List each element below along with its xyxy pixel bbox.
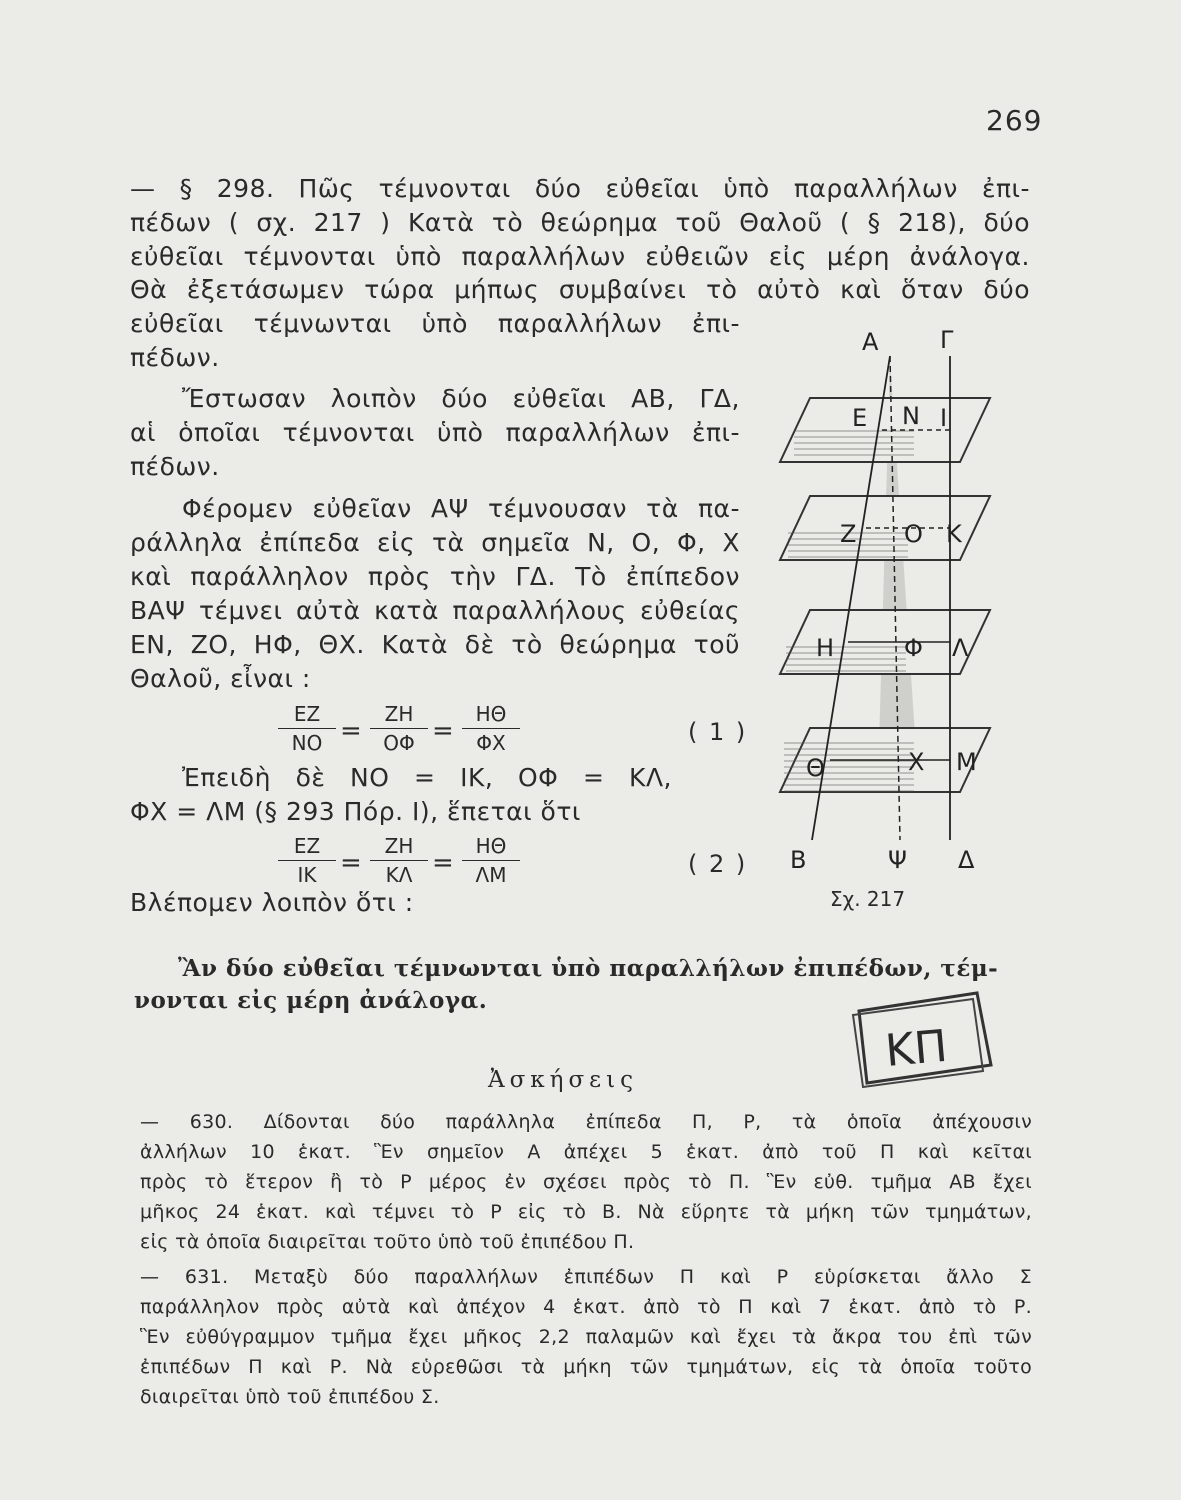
library-stamp — [845, 975, 995, 1095]
exercise-631-line: παράλληλον πρὸς αὐτὰ καὶ ἀπέχον 4 ἑκατ. ἀπὸ τὸ Π καὶ 7 ἑκατ. ἀπὸ τὸ Ρ. — [140, 1296, 1032, 1318]
fraction: ΖΗ ΚΛ — [368, 834, 430, 887]
exercise-630-line: μῆκος 24 ἑκατ. καὶ τέμνει τὸ Ρ εἰς τὸ Β. Νὰ εὕρητε τὰ μήκη τῶν τμημάτων, — [140, 1201, 1032, 1223]
equation-label: ( 1 ) — [688, 718, 748, 746]
text-line: πέδων ( σχ. 217 ) Κατὰ τὸ θεώρημα τοῦ Θαλοῦ ( § 218), δύο — [130, 208, 1030, 237]
fraction: ΗΘ ΛΜ — [460, 834, 522, 887]
label-TH: Θ — [806, 754, 825, 782]
label-K: Κ — [946, 520, 962, 548]
text-line: Βλέπομεν λοιπὸν ὅτι : — [130, 888, 414, 917]
label-I: Ι — [940, 404, 948, 432]
figure-217 — [770, 320, 1030, 880]
label-PS: Ψ — [888, 846, 907, 874]
exercise-630-line: — 630. Δίδονται δύο παράλληλα ἐπίπεδα Π, Ρ, τὰ ὁποῖα ἀπέχουσιν — [140, 1111, 1032, 1133]
text-line: ΒΑΨ τέμνει αὐτὰ κατὰ παραλλήλους εὐθείας — [130, 596, 740, 625]
fraction: ΕΖ ΝΟ — [276, 702, 338, 755]
equation-label: ( 2 ) — [688, 850, 748, 878]
label-O: Ο — [904, 520, 923, 548]
label-D: Δ — [958, 846, 975, 874]
equals-sign: = — [432, 848, 454, 878]
text-line: εὐθεῖαι τέμνονται ὑπὸ παραλλήλων εὐθειῶν εἰς μέρη ἀνάλογα. — [130, 242, 1030, 271]
theorem-line: Ἂν δύο εὐθεῖαι τέμνωνται ὑπὸ παραλλήλων ἐπιπέδων, τέμ- — [178, 955, 999, 982]
label-M: Μ — [956, 748, 977, 776]
figure-caption: Σχ. 217 — [830, 887, 906, 911]
exercise-631-line: ἐπιπέδων Π καὶ Ρ. Νὰ εὑρεθῶσι τὰ μήκη τῶν τμημάτων, εἰς τὰ ὁποῖα τοῦτο — [140, 1356, 1032, 1378]
fraction: ΕΖ ΙΚ — [276, 834, 338, 887]
text-line: ράλληλα ἐπίπεδα εἰς τὰ σημεῖα Ν, Ο, Φ, Χ — [130, 528, 740, 557]
text-line: εὐθεῖαι τέμνωνται ὑπὸ παραλλήλων ἐπι- — [130, 309, 740, 338]
exercise-630-line: εἰς τὰ ὁποῖα διαιρεῖται τοῦτο ὑπὸ τοῦ ἐπιπέδου Π. — [140, 1231, 635, 1253]
text-line: αἱ ὁποῖαι τέμνονται ὑπὸ παραλλήλων ἐπι- — [130, 418, 740, 447]
label-E: Ε — [852, 404, 868, 432]
label-G: Γ — [940, 326, 954, 354]
text-line: — § 298. Πῶς τέμνονται δύο εὐθεῖαι ὑπὸ παραλλήλων ἐπι- — [130, 174, 1030, 203]
exercises-heading: Ἀσκήσεις — [488, 1067, 638, 1093]
label-H: Η — [816, 634, 835, 662]
label-L: Λ — [952, 634, 969, 662]
text-line: ΦΧ = ΛΜ (§ 293 Πόρ. Ι), ἕπεται ὅτι — [130, 797, 581, 826]
label-A: Α — [862, 328, 879, 356]
stamp-text: ΚΠ — [883, 1020, 950, 1077]
text-line: Φέρομεν εὐθεῖαν ΑΨ τέμνουσαν τὰ πα- — [182, 494, 740, 523]
fraction: ΗΘ ΦΧ — [460, 702, 522, 755]
page-number: 269 — [986, 104, 1043, 137]
text-line: πέδων. — [130, 452, 220, 481]
label-N: Ν — [902, 402, 920, 430]
text-line: πέδων. — [130, 343, 220, 372]
text-line: Ἔστωσαν λοιπὸν δύο εὐθεῖαι ΑΒ, ΓΔ, — [182, 384, 740, 413]
text-line: Θὰ ἐξετάσωμεν τώρα μήπως συμβαίνει τὸ αὐτὸ καὶ ὅταν δύο — [130, 275, 1030, 304]
text-line: καὶ παράλληλον πρὸς τὴν ΓΔ. Τὸ ἐπίπεδον — [130, 562, 740, 591]
theorem-line: νονται εἰς μέρη ἀνάλογα. — [134, 987, 488, 1014]
equals-sign: = — [340, 716, 362, 746]
equals-sign: = — [340, 848, 362, 878]
exercise-630-line: πρὸς τὸ ἕτερον ἢ τὸ Ρ μέρος ἐν σχέσει πρὸς τὸ Π. Ἓν εὐθ. τμῆμα ΑΒ ἔχει — [140, 1171, 1032, 1193]
text-line: Ἐπειδὴ δὲ ΝΟ = ΙΚ, ΟΦ = ΚΛ, — [182, 763, 672, 792]
label-F: Φ — [904, 634, 923, 662]
text-line: ΕΝ, ΖΟ, ΗΦ, ΘΧ. Κατὰ δὲ τὸ θεώρημα τοῦ — [130, 630, 740, 659]
label-Z: Ζ — [840, 520, 857, 548]
text-line: Θαλοῦ, εἶναι : — [130, 664, 311, 693]
label-X: Χ — [908, 748, 925, 776]
fraction: ΖΗ ΟΦ — [368, 702, 430, 755]
exercise-630-line: ἀλλήλων 10 ἑκατ. Ἓν σημεῖον Α ἀπέχει 5 ἑκατ. ἀπὸ τοῦ Π καὶ κεῖται — [140, 1141, 1032, 1163]
label-B: Β — [790, 846, 807, 874]
exercise-631-line: διαιρεῖται ὑπὸ τοῦ ἐπιπέδου Σ. — [140, 1386, 440, 1408]
exercise-631-line: Ἓν εὐθύγραμμον τμῆμα ἔχει μῆκος 2,2 παλαμῶν καὶ ἔχει τὰ ἄκρα του ἐπὶ τῶν — [140, 1326, 1032, 1348]
exercise-631-line: — 631. Μεταξὺ δύο παραλλήλων ἐπιπέδων Π καὶ Ρ εὑρίσκεται ἄλλο Σ — [140, 1266, 1032, 1288]
equals-sign: = — [432, 716, 454, 746]
